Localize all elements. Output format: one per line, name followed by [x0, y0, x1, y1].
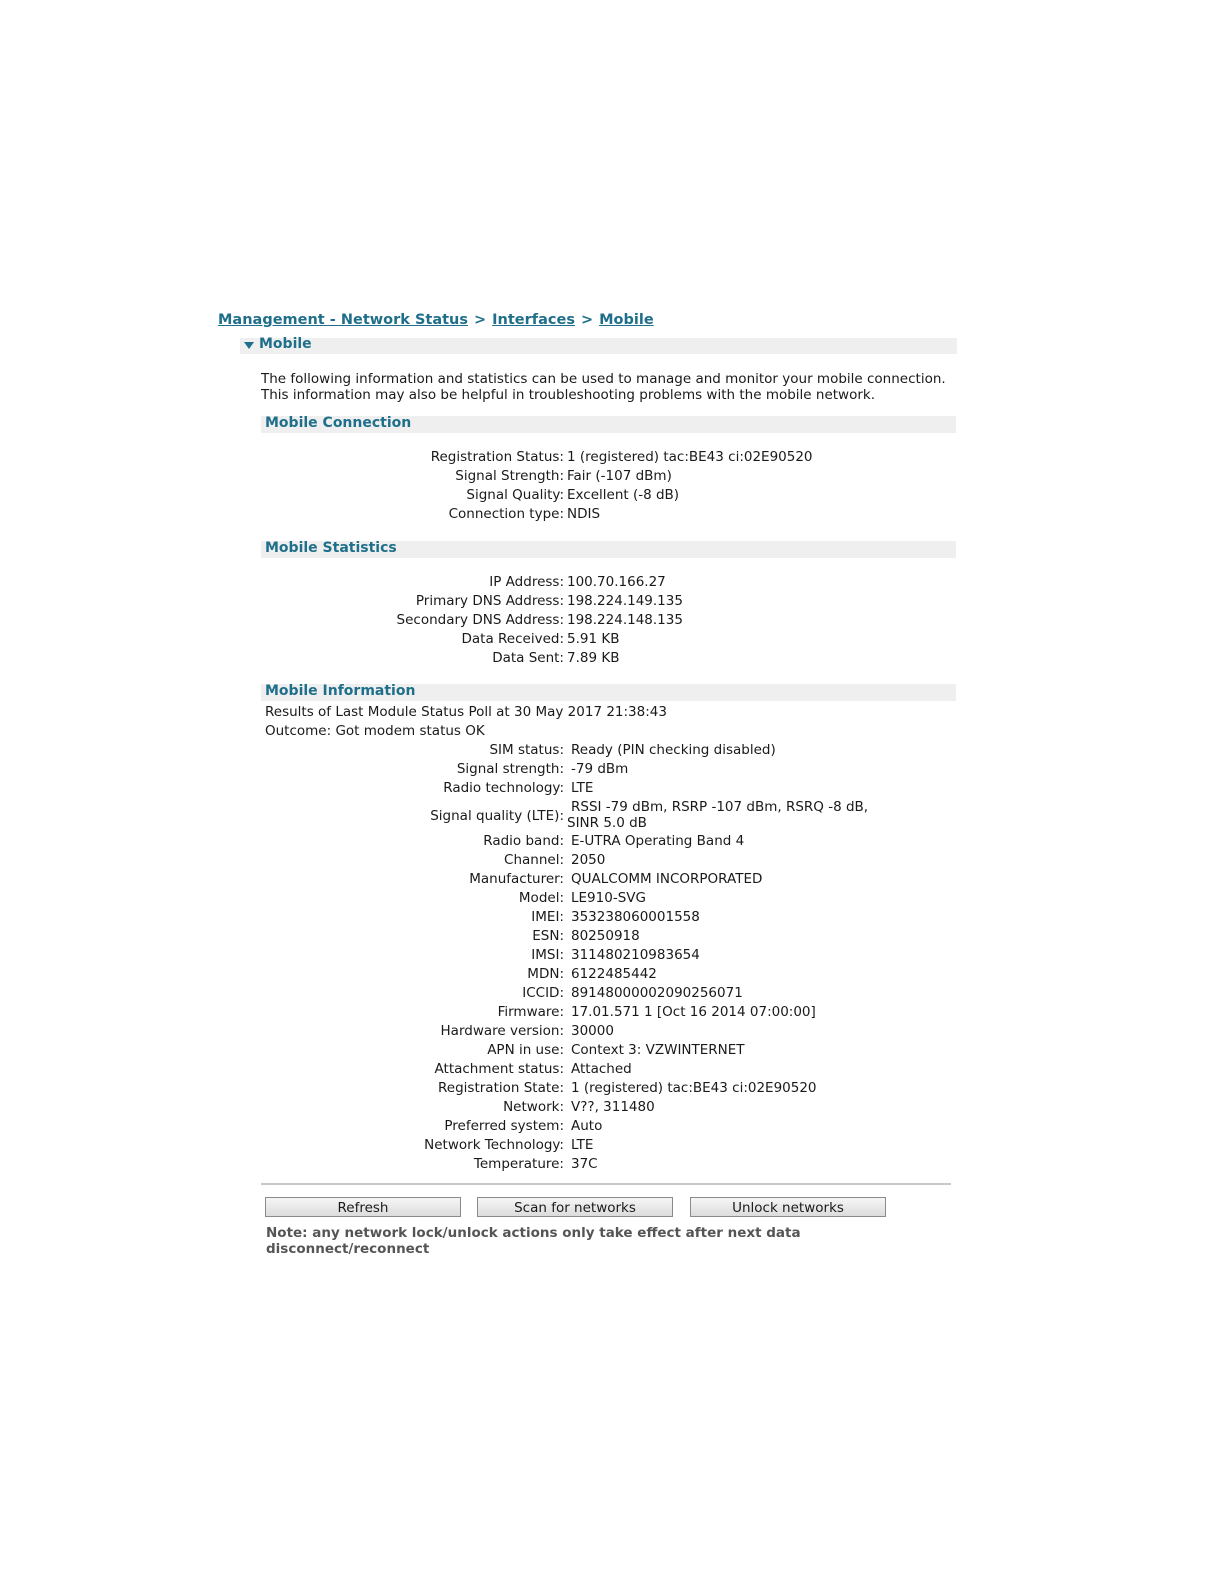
field-value: Attached	[571, 1061, 632, 1077]
field-label: IMEI:	[531, 909, 564, 925]
mobile-information-row	[0, 832, 1224, 851]
mobile-information-row	[0, 984, 1224, 1003]
mobile-statistics-row	[0, 630, 1224, 649]
field-value: RSSI -79 dBm, RSRP -107 dBm, RSRQ -8 dB,	[571, 799, 869, 815]
refresh-button[interactable]: Refresh	[265, 1197, 461, 1217]
field-label: Radio technology:	[443, 780, 564, 796]
field-value: NDIS	[567, 506, 601, 522]
mobile-information-row	[0, 1155, 1224, 1174]
field-label: ESN:	[532, 928, 564, 944]
mobile-statistics-row	[0, 573, 1224, 592]
field-label: Signal strength:	[456, 761, 564, 777]
mobile-information-row	[0, 965, 1224, 984]
field-value: V??, 311480	[571, 1099, 655, 1115]
divider	[261, 1183, 951, 1185]
field-value: 353238060001558	[571, 909, 700, 925]
field-label: Channel:	[504, 852, 564, 868]
mobile-information-row	[0, 927, 1224, 946]
field-label: Attachment status:	[434, 1061, 564, 1077]
mobile-information-row	[0, 851, 1224, 870]
section-header-mobile-statistics	[261, 541, 956, 558]
field-label: Temperature:	[473, 1156, 564, 1172]
mobile-information-row	[0, 908, 1224, 927]
field-value: 80250918	[571, 928, 640, 944]
field-value: -79 dBm	[571, 761, 629, 777]
note-text	[266, 1225, 866, 1257]
intro-text	[261, 371, 961, 403]
mobile-information-row	[0, 1022, 1224, 1041]
mobile-information-row	[0, 1098, 1224, 1117]
mobile-statistics-row	[0, 611, 1224, 630]
mobile-information-row	[0, 1003, 1224, 1022]
section-title: Mobile Information	[265, 683, 416, 699]
field-value: LE910-SVG	[571, 890, 646, 906]
mobile-information-row	[0, 741, 1224, 760]
mobile-information-row	[0, 1079, 1224, 1098]
field-label: Registration State:	[438, 1080, 564, 1096]
intro-line: The following information and statistics can be used to manage and monitor your mobile connection.	[261, 371, 946, 387]
field-label: APN in use:	[487, 1042, 564, 1058]
field-label: Registration Status:	[430, 449, 564, 465]
field-value: 6122485442	[571, 966, 657, 982]
field-label: Connection type:	[448, 506, 564, 522]
mobile-connection-row	[0, 467, 1224, 486]
section-header-mobile-information	[261, 684, 956, 701]
mobile-information-row	[0, 798, 1224, 831]
mobile-panel-header[interactable]	[240, 338, 957, 354]
outcome-line: Outcome: Got modem status OK	[265, 723, 485, 739]
field-value: 7.89 KB	[567, 650, 620, 666]
mobile-information-row	[0, 760, 1224, 779]
field-label: Firmware:	[497, 1004, 564, 1020]
breadcrumb-link-network-status[interactable]: Management - Network Status	[218, 312, 468, 328]
mobile-information-row	[0, 1041, 1224, 1060]
mobile-information-row	[0, 870, 1224, 889]
field-value: 198.224.148.135	[567, 612, 683, 628]
field-value: 311480210983654	[571, 947, 700, 963]
field-label: IMSI:	[531, 947, 564, 963]
field-value: Fair (-107 dBm)	[567, 468, 672, 484]
field-value: Auto	[571, 1118, 603, 1134]
field-value: 100.70.166.27	[567, 574, 666, 590]
field-value-continued: SINR 5.0 dB	[567, 815, 647, 831]
field-label: Data Received:	[461, 631, 564, 647]
mobile-statistics-row	[0, 649, 1224, 668]
field-label: Model:	[518, 890, 564, 906]
mobile-statistics-row	[0, 592, 1224, 611]
field-value: 17.01.571 1 [Oct 16 2014 07:00:00]	[571, 1004, 816, 1020]
field-value: 198.224.149.135	[567, 593, 683, 609]
section-header-mobile-connection	[261, 416, 956, 433]
field-value: Ready (PIN checking disabled)	[571, 742, 776, 758]
breadcrumb	[218, 312, 654, 328]
field-label: Network:	[503, 1099, 564, 1115]
field-value: 89148000002090256071	[571, 985, 743, 1001]
field-label: Network Technology:	[424, 1137, 564, 1153]
field-value: 2050	[571, 852, 606, 868]
field-label: Manufacturer:	[469, 871, 564, 887]
mobile-connection-row	[0, 505, 1224, 524]
field-value: QUALCOMM INCORPORATED	[571, 871, 763, 887]
mobile-information-row	[0, 1060, 1224, 1079]
field-label: SIM status:	[489, 742, 564, 758]
field-value: 1 (registered) tac:BE43 ci:02E90520	[571, 1080, 817, 1096]
breadcrumb-link-mobile[interactable]: Mobile	[599, 312, 654, 328]
collapse-triangle-icon[interactable]	[244, 342, 254, 349]
unlock-networks-button[interactable]: Unlock networks	[690, 1197, 886, 1217]
field-label: Signal Strength:	[455, 468, 564, 484]
field-value: E-UTRA Operating Band 4	[571, 833, 745, 849]
field-value: 5.91 KB	[567, 631, 620, 647]
section-title: Mobile Connection	[265, 415, 412, 431]
mobile-connection-row	[0, 486, 1224, 505]
field-label: IP Address:	[489, 574, 564, 590]
mobile-connection-row	[0, 448, 1224, 467]
field-label: Signal Quality:	[466, 487, 564, 503]
field-value: Excellent (-8 dB)	[567, 487, 680, 503]
mobile-information-row	[0, 779, 1224, 798]
breadcrumb-separator: >	[474, 312, 487, 328]
note-line: disconnect/reconnect	[266, 1241, 430, 1257]
breadcrumb-link-interfaces[interactable]: Interfaces	[492, 312, 575, 328]
field-label: Data Sent:	[492, 650, 564, 666]
field-value: 1 (registered) tac:BE43 ci:02E90520	[567, 449, 813, 465]
field-value: LTE	[571, 780, 594, 796]
field-label: Secondary DNS Address:	[396, 612, 564, 628]
field-label: Signal quality (LTE):	[430, 808, 564, 824]
poll-results-line: Results of Last Module Status Poll at 30 May 2017 21:38:43	[265, 704, 667, 720]
field-label: Hardware version:	[440, 1023, 564, 1039]
field-value: LTE	[571, 1137, 594, 1153]
mobile-information-row	[0, 1136, 1224, 1155]
scan-for-networks-button[interactable]: Scan for networks	[477, 1197, 673, 1217]
field-value: 37C	[571, 1156, 598, 1172]
field-label: Primary DNS Address:	[415, 593, 564, 609]
intro-line: This information may also be helpful in troubleshooting problems with the mobile network.	[261, 387, 876, 403]
note-line: Note: any network lock/unlock actions only take effect after next data	[266, 1225, 801, 1241]
mobile-information-row	[0, 889, 1224, 908]
panel-title: Mobile	[259, 336, 312, 352]
field-value: 30000	[571, 1023, 614, 1039]
field-label: Preferred system:	[444, 1118, 564, 1134]
field-value: Context 3: VZWINTERNET	[571, 1042, 745, 1058]
field-label: ICCID:	[522, 985, 564, 1001]
field-label: Radio band:	[483, 833, 564, 849]
mobile-information-row	[0, 1117, 1224, 1136]
field-label: MDN:	[527, 966, 564, 982]
breadcrumb-separator: >	[580, 312, 594, 328]
section-title: Mobile Statistics	[265, 540, 397, 556]
mobile-information-row	[0, 946, 1224, 965]
